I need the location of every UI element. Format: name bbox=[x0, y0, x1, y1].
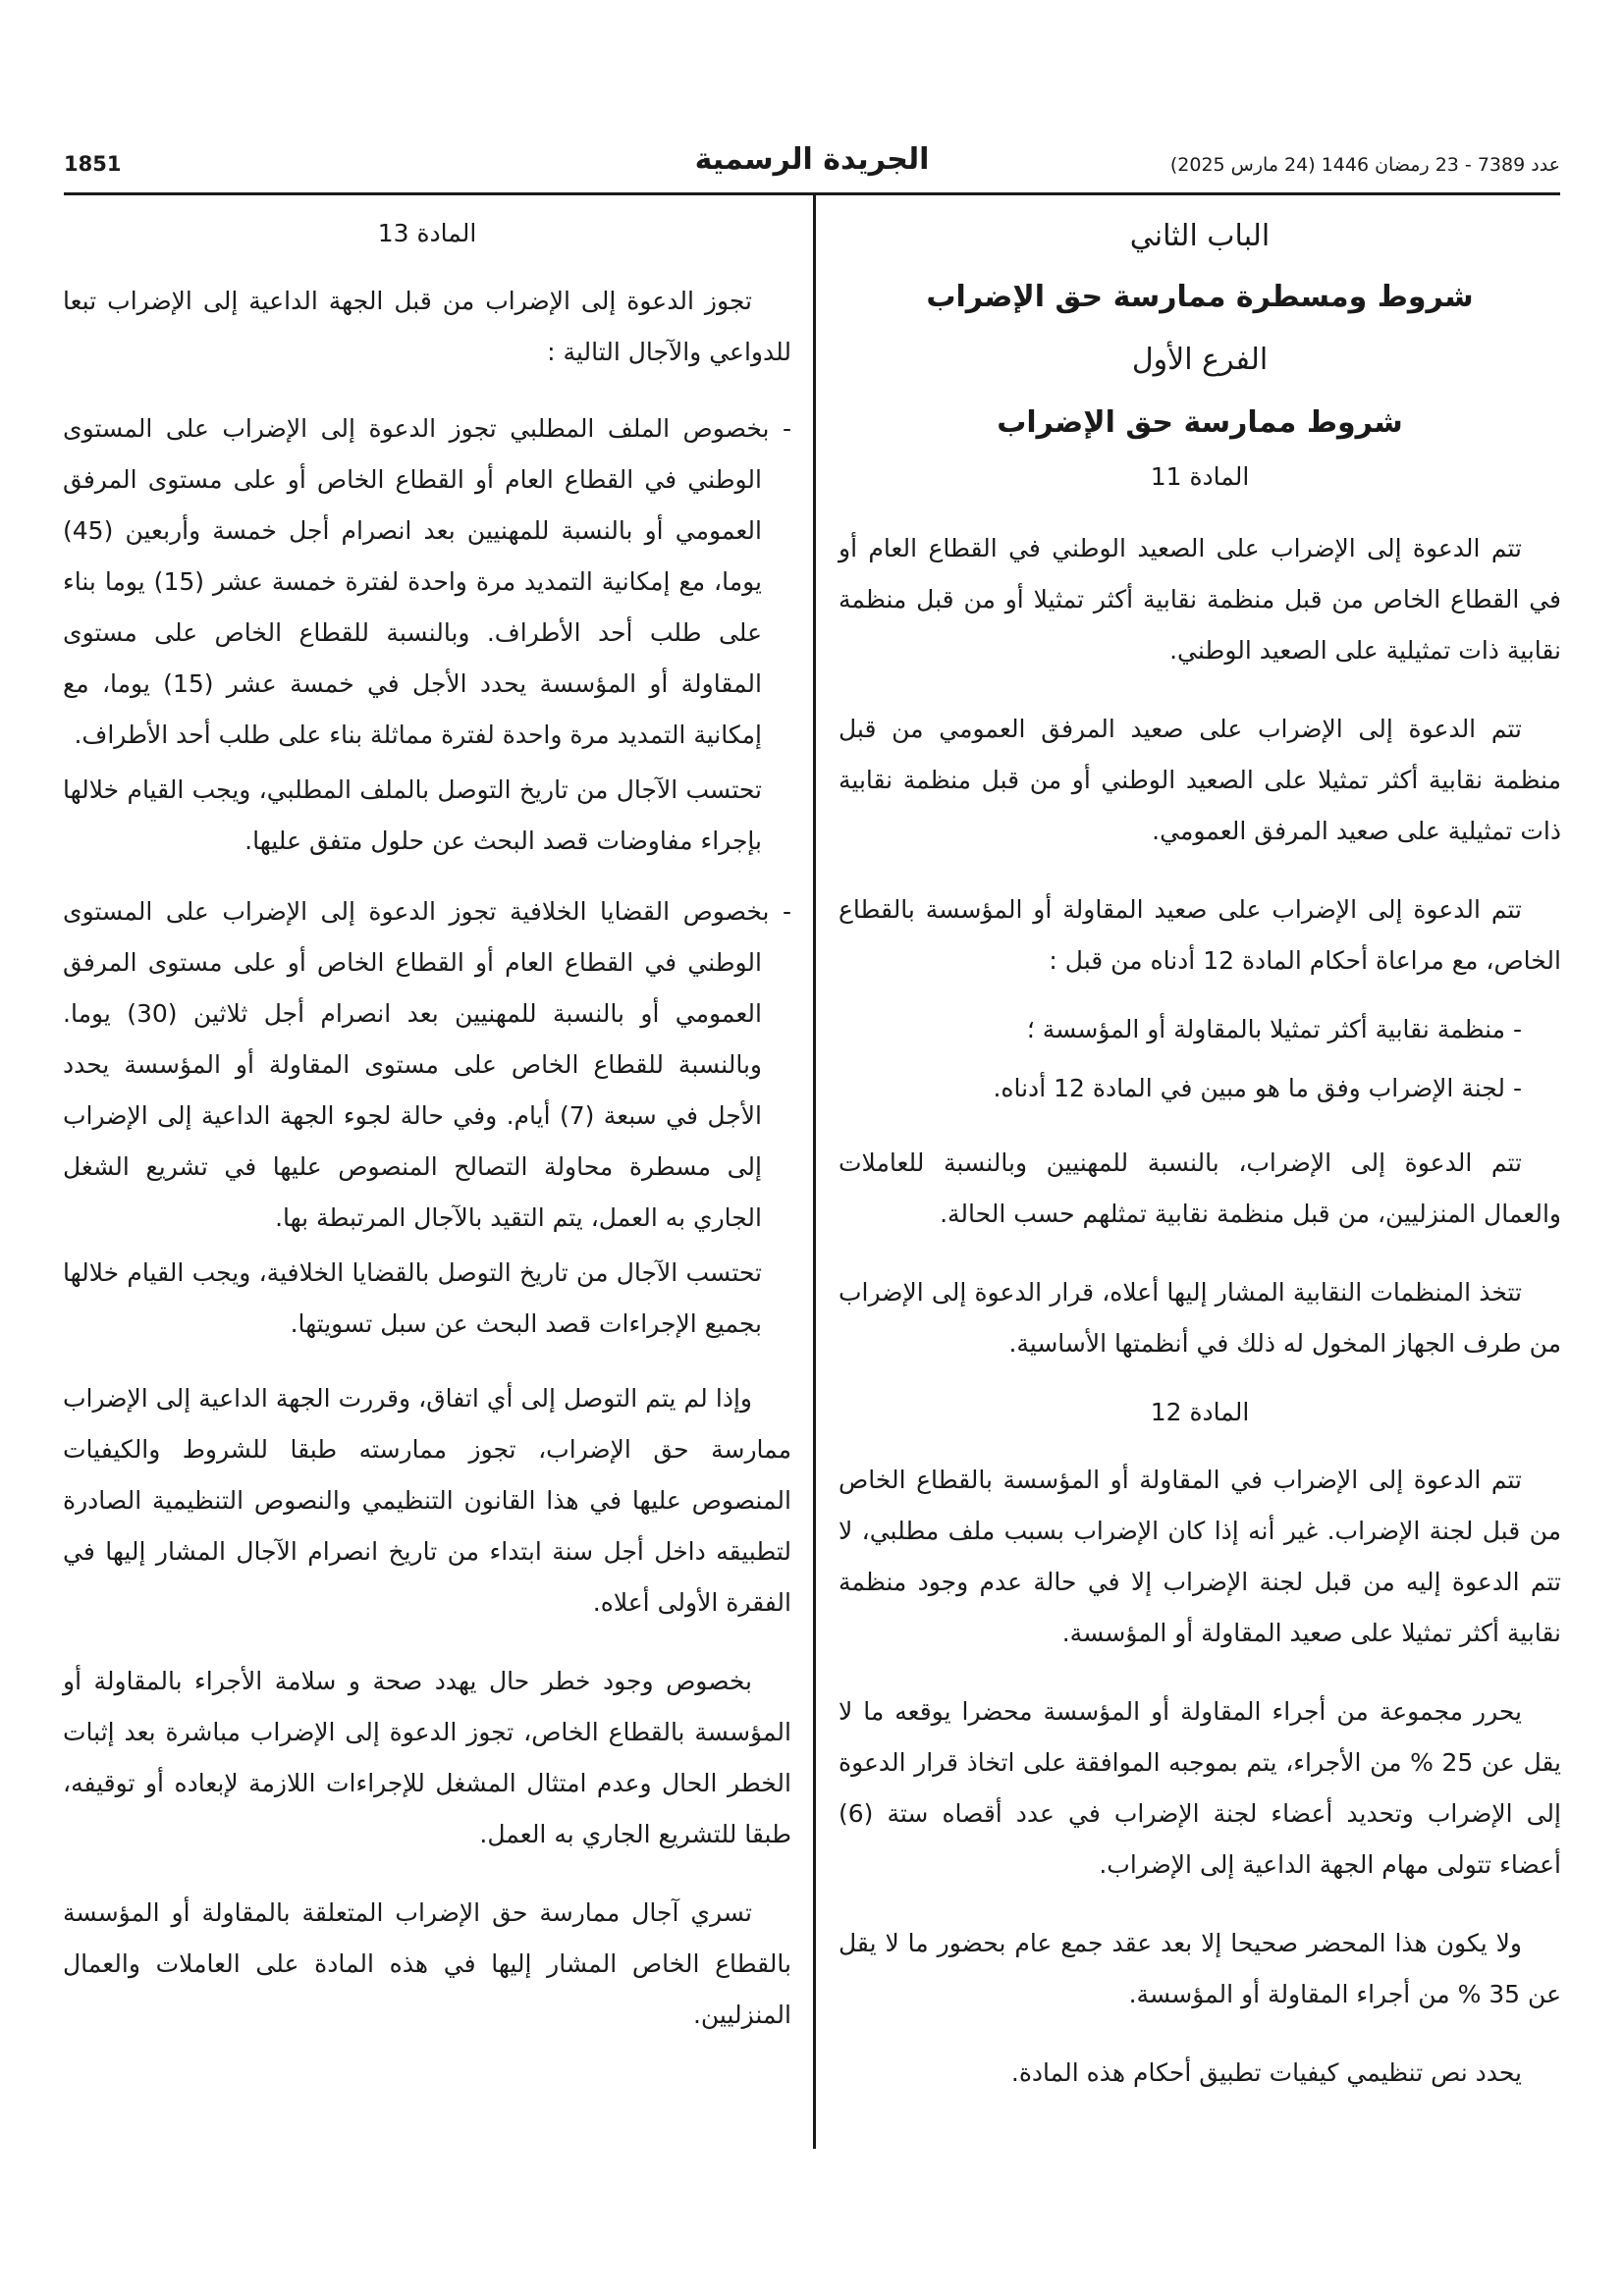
section-title: شروط ممارسة حق الإضراب bbox=[997, 405, 1403, 440]
article-11-paragraph: تتم الدعوة إلى الإضراب على الصعيد الوطني في القطاع العام أو في القطاع الخاص من قبل منظمة نقابية أكثر تمثيلا أو من قبل منظمة نقابية ذات تمثيلية على الصعيد الوطني. bbox=[839, 534, 1561, 665]
gazette-title: الجريدة الرسمية bbox=[694, 142, 930, 177]
article-13-list-note: تحتسب الآجال من تاريخ التوصل بالقضايا الخلافية، ويجب القيام خلالها بجميع الإجراءات قصد البحث عن سبل تسويتها. bbox=[63, 1258, 762, 1338]
article-11-list-item: - لجنة الإضراب وفق ما هو مبين في المادة 12 أدناه. bbox=[993, 1074, 1522, 1102]
article-13-paragraph: تجوز الدعوة إلى الإضراب من قبل الجهة الداعية إلى الإضراب تبعا للدواعي والآجال التالية : bbox=[63, 287, 791, 366]
section-heading: الفرع الأول bbox=[1131, 343, 1269, 377]
article-13-paragraph: تسري آجال ممارسة حق الإضراب المتعلقة بالمقاولة أو المؤسسة بالقطاع الخاص المشار إليها في هذه المادة على العاملات والعمال المنزليين. bbox=[63, 1898, 791, 2029]
issue-info: عدد 7389 - 23 رمضان 1446 (24 مارس 2025) bbox=[1169, 154, 1560, 176]
article-11-paragraph: تتم الدعوة إلى الإضراب، بالنسبة للمهنيين وبالنسبة للعاملات والعمال المنزليين، من قبل منظمة نقابية تمثلهم حسب الحالة. bbox=[839, 1148, 1561, 1228]
article-11-list-item: - منظمة نقابية أكثر تمثيلا بالمقاولة أو المؤسسة ؛ bbox=[1026, 1015, 1522, 1043]
right-column bbox=[839, 196, 1561, 2099]
column-divider bbox=[813, 195, 816, 2149]
article-13-list-item: - بخصوص الملف المطلبي تجوز الدعوة إلى الإضراب على المستوى الوطني في القطاع العام أو القطاع الخاص أو على مستوى المرفق العمومي أو بالنسبة للمهنيين بعد انصرام أجل خمسة وأربعين (45) يوما، مع إمكانية التمديد مرة واحدة لفترة خمسة عشر (15) يوما بناء على طلب أحد الأطراف. وبالنسبة للقطاع الخاص على مستوى المقاولة أو المؤسسة يحدد الأجل في خمسة عشر (15) يوما، مع إمكانية التمديد مرة واحدة لفترة مماثلة بناء على طلب أحد الأطراف. bbox=[63, 414, 791, 749]
article-13-paragraph: بخصوص وجود خطر حال يهدد صحة و سلامة الأجراء بالمقاولة أو المؤسسة بالقطاع الخاص، تجوز الدعوة إلى الإضراب مباشرة بعد إثبات الخطر الحال وعدم امتثال المشغل للإجراءات اللازمة لإبعاده أو توقيفه، طبقا للتشريع الجاري به العمل. bbox=[63, 1667, 791, 1848]
chapter-heading: الباب الثاني bbox=[1129, 219, 1271, 253]
article-11-paragraph: تتم الدعوة إلى الإضراب على صعيد المرفق العمومي من قبل منظمة نقابية أكثر تمثيلا على الصعيد الوطني أو من قبل منظمة نقابية ذات تمثيلية على صعيد المرفق العمومي. bbox=[839, 715, 1561, 845]
article-13-paragraph: وإذا لم يتم التوصل إلى أي اتفاق، وقررت الجهة الداعية إلى الإضراب ممارسة حق الإضراب، تجوز ممارسته طبقا للشروط والكيفيات المنصوص عليها في هذا القانون التنظيمي والنصوص التنظيمية الصادرة لتطبيقه داخل أجل سنة ابتداء من تاريخ انصرام الآجال المشار إليها في الفقرة الأولى أعلاه. bbox=[63, 1384, 791, 1617]
article-11-paragraph: تتخذ المنظمات النقابية المشار إليها أعلاه، قرار الدعوة إلى الإضراب من طرف الجهاز المخول له ذلك في أنظمتها الأساسية. bbox=[839, 1278, 1561, 1358]
chapter-title: شروط ومسطرة ممارسة حق الإضراب bbox=[926, 280, 1474, 314]
article-12-paragraph: يحرر مجموعة من أجراء المقاولة أو المؤسسة محضرا يوقعه ما لا يقل عن 25 % من الأجراء، يتم بموجبه الموافقة على اتخاذ قرار الدعوة إلى الإضراب وتحديد أعضاء لجنة الإضراب في عدد أقصاه ستة (6) أعضاء تتولى مهام الجهة الداعية إلى الإضراب. bbox=[839, 1697, 1561, 1879]
left-column bbox=[63, 196, 791, 2041]
header-rule bbox=[64, 192, 1560, 195]
article-12-paragraph: تتم الدعوة إلى الإضراب في المقاولة أو المؤسسة بالقطاع الخاص من قبل لجنة الإضراب. غير أنه إذا كان الإضراب بسبب ملف مطلبي، لا تتم الدعوة إليه من قبل لجنة الإضراب إلا في حالة عدم وجود منظمة نقابية أكثر تمثيلا على صعيد المقاولة أو المؤسسة. bbox=[839, 1466, 1561, 1647]
page-number: 1851 bbox=[64, 152, 122, 176]
article-12-paragraph: ولا يكون هذا المحضر صحيحا إلا بعد عقد جمع عام بحضور ما لا يقل عن 35 % من أجراء المقاولة أو المؤسسة. bbox=[839, 1929, 1561, 2008]
article-13-list-note: تحتسب الآجال من تاريخ التوصل بالملف المطلبي، ويجب القيام خلالها بإجراء مفاوضات قصد البحث عن حلول متفق عليها. bbox=[63, 775, 762, 855]
article-13-list-item: - بخصوص القضايا الخلافية تجوز الدعوة إلى الإضراب على المستوى الوطني في القطاع العام أو القطاع الخاص أو على مستوى المرفق العمومي أو بالنسبة للمهنيين بعد انصرام أجل ثلاثين (30) يوما. وبالنسبة للقطاع الخاص على مستوى المقاولة أو المؤسسة يحدد الأجل في سبعة (7) أيام. وفي حالة لجوء الجهة الداعية إلى الإضراب إلى مسطرة محاولة التصالح المنصوص عليها في تشريع الشغل الجاري به العمل، يتم التقيد بالآجال المرتبطة بها. bbox=[63, 897, 791, 1232]
article-12-paragraph: يحدد نص تنظيمي كيفيات تطبيق أحكام هذه المادة. bbox=[1010, 2058, 1522, 2087]
article-13-heading: المادة 13 bbox=[377, 219, 477, 247]
article-11-heading: المادة 11 bbox=[1150, 462, 1250, 491]
article-11-paragraph: تتم الدعوة إلى الإضراب على صعيد المقاولة أو المؤسسة بالقطاع الخاص، مع مراعاة أحكام المادة 12 أدناه من قبل : bbox=[839, 895, 1561, 975]
page-header bbox=[64, 142, 1560, 186]
article-12-heading: المادة 12 bbox=[1150, 1398, 1250, 1426]
